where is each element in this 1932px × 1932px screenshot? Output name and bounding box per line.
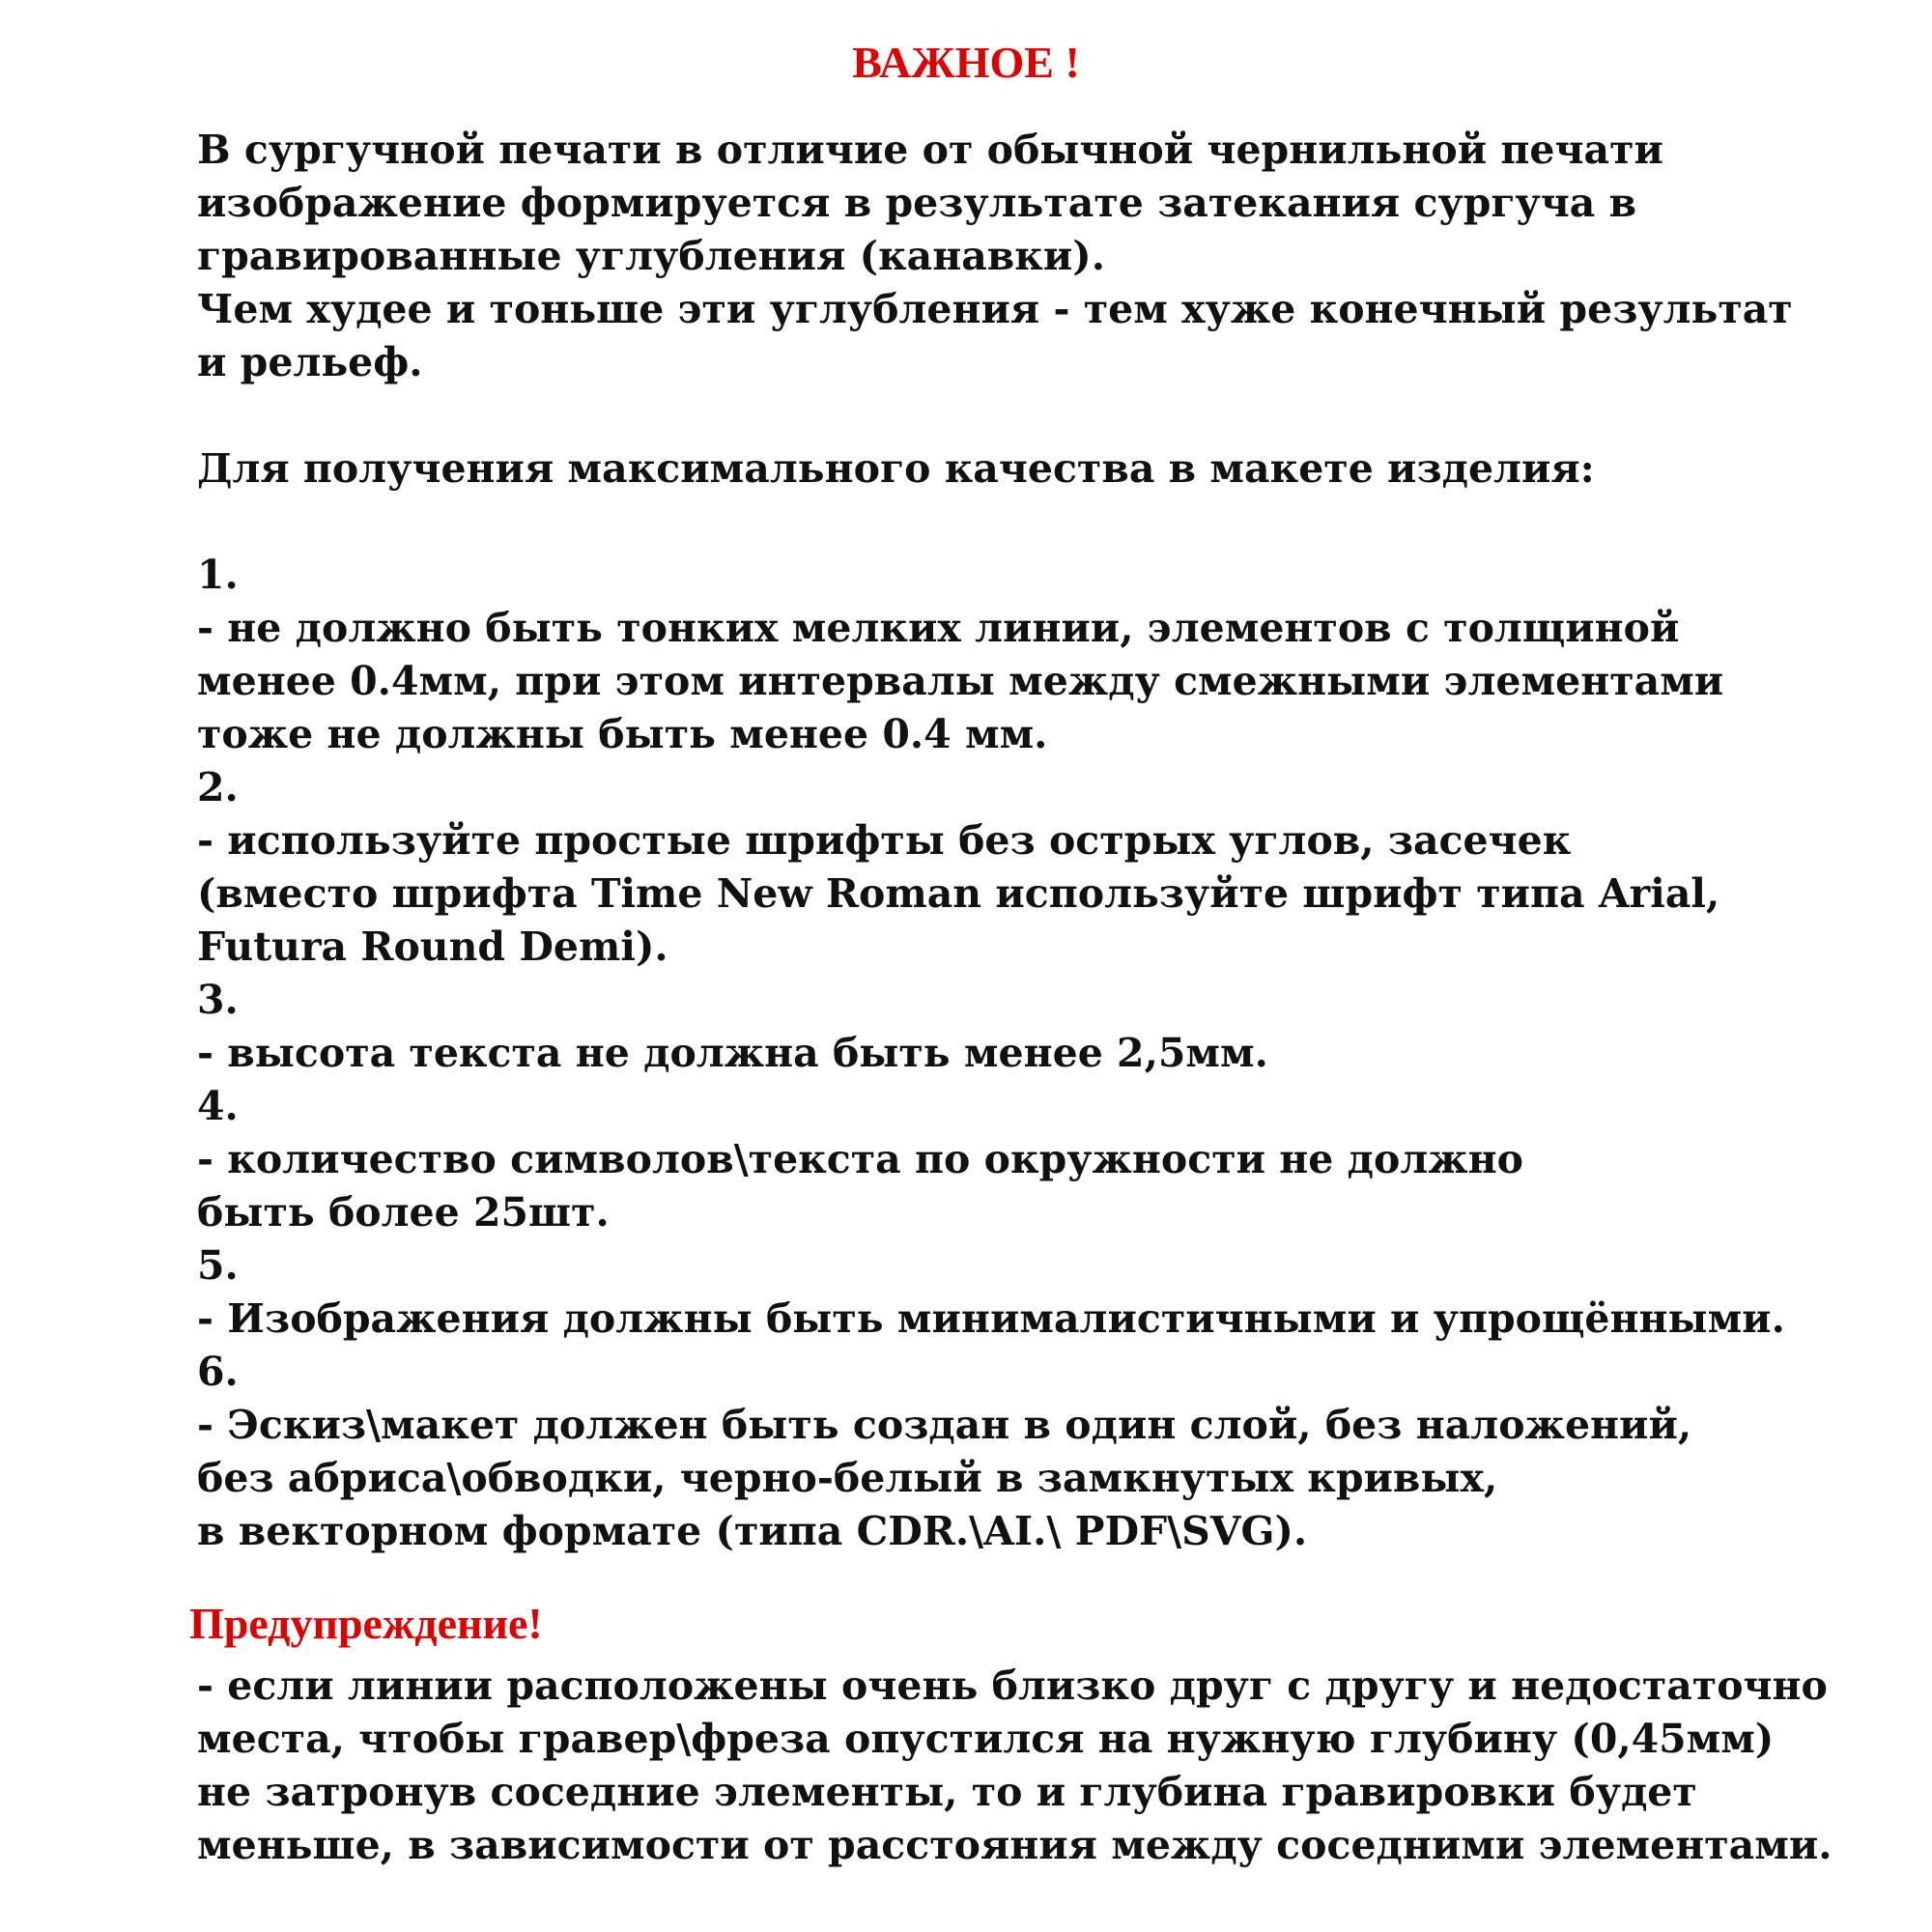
warning-text-block bbox=[197, 1660, 1833, 1872]
warning-line: места, чтобы гравер\фреза опустился на нужную глубину (0,45мм) bbox=[197, 1716, 1775, 1762]
warning-line: не затронув соседние элементы, то и глубина гравировки будет bbox=[197, 1769, 1697, 1815]
requirement-line: без абриса\обводки, черно-белый в замкнутых кривых, bbox=[197, 1455, 1498, 1501]
requirement-line: менее 0.4мм, при этом интервалы между смежными элементами bbox=[197, 658, 1724, 704]
requirement-line: тоже не должны быть менее 0.4 мм. bbox=[197, 711, 1048, 757]
requirement-line: быть более 25шт. bbox=[197, 1189, 610, 1236]
requirement-line: (вместо шрифта Time New Roman используйте шрифт типа Arial, bbox=[197, 870, 1720, 917]
warning-line: - если линии расположены очень близко друг с другу и недостаточно bbox=[197, 1662, 1828, 1709]
requirement-line: - используйте простые шрифты без острых углов, засечек bbox=[197, 817, 1572, 864]
requirements-heading: Для получения максимального качества в макете изделия: bbox=[197, 445, 1595, 492]
warning-title: Предупреждение! bbox=[189, 1599, 543, 1648]
requirement-number: 1. bbox=[197, 552, 239, 598]
requirement-line: - не должно быть тонких мелких линии, элементов с толщиной bbox=[197, 605, 1680, 651]
intro-line: гравированные углубления (канавки). bbox=[197, 233, 1105, 279]
requirement-number: 3. bbox=[197, 977, 239, 1023]
intro-line: В сургучной печати в отличие от обычной чернильной печати bbox=[197, 127, 1663, 173]
warning-line: меньше, в зависимости от расстояния между соседними элементами. bbox=[197, 1822, 1833, 1868]
requirement-line: - высота текста не должна быть менее 2,5мм. bbox=[197, 1030, 1268, 1076]
intro-line: и рельеф. bbox=[197, 339, 423, 385]
requirement-line: в векторном формате (типа CDR.\AI.\ PDF\SVG). bbox=[197, 1508, 1308, 1554]
requirement-line: Futura Round Demi). bbox=[197, 923, 668, 970]
spacer bbox=[197, 389, 1781, 442]
requirement-number: 5. bbox=[197, 1242, 239, 1289]
requirement-number: 6. bbox=[197, 1349, 239, 1395]
requirement-number: 2. bbox=[197, 764, 239, 810]
intro-line: Чем худее и тоньше эти углубления - тем хуже конечный результат bbox=[197, 286, 1793, 332]
main-text-block bbox=[197, 124, 1793, 1558]
intro-line: изображение формируется в результате затекания сургуча в bbox=[197, 180, 1637, 226]
requirement-line: - количество символов\текста по окружности не должно bbox=[197, 1136, 1523, 1182]
spacer bbox=[197, 496, 1781, 549]
requirement-line: - Эскиз\макет должен быть создан в один слой, без наложений, bbox=[197, 1402, 1692, 1448]
requirement-line: - Изображения должны быть минималистичными и упрощёнными. bbox=[197, 1295, 1785, 1342]
page-title: ВАЖНОЕ ! bbox=[852, 38, 1080, 87]
requirement-number: 4. bbox=[197, 1083, 239, 1129]
